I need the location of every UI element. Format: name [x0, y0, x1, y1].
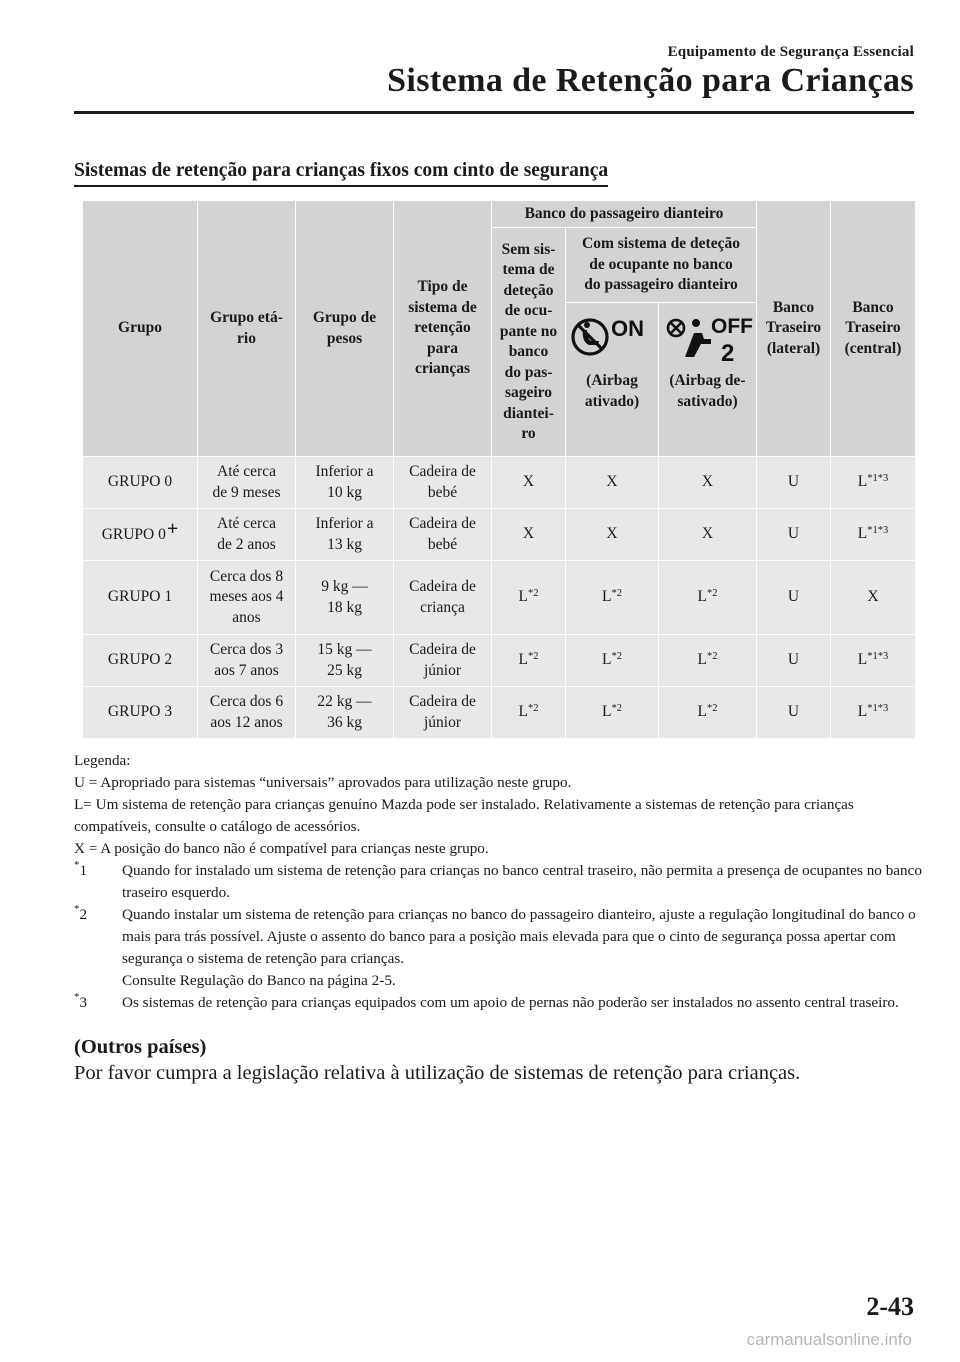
legend-x: X = A posição do banco não é compatível para crianças neste grupo.	[74, 840, 489, 857]
footnote-ref: *2	[706, 651, 718, 663]
cell-on: $L^{*2}$	[566, 635, 659, 687]
other-countries-heading: (Outros países)	[74, 1036, 207, 1058]
cell-peso: Inferior a 13 kg	[296, 509, 394, 561]
table-row	[83, 561, 916, 635]
cell-cen: $L^{*1*3}$	[831, 687, 916, 739]
cell-idade: Cerca dos 6 aos 12 anos	[198, 687, 296, 739]
cell-idade: Cerca dos 8 meses aos 4 anos	[198, 561, 296, 635]
header-traseiro-lateral: Banco Traseiro (lateral)	[757, 201, 831, 457]
cell-on: $L^{*2}$	[566, 687, 659, 739]
table-row	[83, 457, 916, 509]
header-front-passenger: Banco do passageiro dianteiro	[492, 201, 757, 228]
footnote-ref: *2	[706, 588, 718, 600]
cell-lat: U	[757, 561, 831, 635]
cell-off: X	[659, 509, 757, 561]
cell-off: $L^{*2}$	[659, 687, 757, 739]
page-number: 2-43	[866, 1292, 914, 1321]
airbag-on-icon-label: ON	[611, 316, 644, 341]
cell-lat: U	[757, 687, 831, 739]
section-title: Sistemas de retenção para crianças fixos com cinto de segurança	[74, 160, 608, 187]
cell-sem: $L^{*2}$	[492, 635, 566, 687]
footnote-ref: *1*3	[867, 651, 889, 663]
airbag-off-label: (Airbag de- sativado)	[669, 372, 746, 410]
airbag-off-icon-number: 2	[720, 340, 734, 365]
footnote-3: *3 Os sistemas de retenção para crianças equipados com um apoio de pernas não poderão ser instalados no assento central traseiro.	[74, 991, 899, 1011]
airbag-on-icon	[569, 309, 655, 365]
footnote-ref: *1*3	[867, 525, 889, 537]
header-airbag-off	[659, 303, 757, 457]
cell-grupo: GRUPO 1	[83, 561, 198, 635]
cell-on: X	[566, 509, 659, 561]
cell-cen: $L^{*1*3}$	[831, 457, 916, 509]
cell-peso: 22 kg — 36 kg	[296, 687, 394, 739]
legend-title: Legenda:	[74, 752, 131, 769]
legend-l: L= Um sistema de retenção para crianças genuíno Mazda pode ser instalado. Relativamente a sistemas de retenção para crianças compatíveis, consulte o catálogo de acessórios.	[74, 796, 854, 835]
footnote-ref: *2	[527, 651, 539, 663]
cell-sem: X	[492, 509, 566, 561]
cell-idade: Cerca dos 3 aos 7 anos	[198, 635, 296, 687]
header-grupo: Grupo	[83, 201, 198, 457]
footnote-ref: *2	[527, 703, 539, 715]
cell-cen: $L^{*1*3}$	[831, 509, 916, 561]
cell-grupo: GRUPO 2	[83, 635, 198, 687]
footnote-3-text: Os sistemas de retenção para crianças equipados com um apoio de pernas não poderão ser instalados no assento central traseiro.	[122, 994, 899, 1011]
page-title: Sistema de Retenção para Crianças	[387, 62, 914, 99]
legend	[74, 750, 922, 1014]
plus-mark: +	[166, 518, 179, 541]
chapter-label: Equipamento de Segurança Essencial	[667, 44, 914, 60]
cell-grupo: GRUPO 0	[83, 457, 198, 509]
cell-idade: Até cerca de 2 anos	[198, 509, 296, 561]
table-row	[83, 509, 916, 561]
cell-tipo: Cadeira de criança	[394, 561, 492, 635]
cell-tipo: Cadeira de bebé	[394, 509, 492, 561]
header-com-sistema: Com sistema de deteção de ocupante no banco do passageiro dianteiro	[566, 228, 757, 303]
cell-sem: $L^{*2}$	[492, 687, 566, 739]
cell-peso: Inferior a 10 kg	[296, 457, 394, 509]
footnote-ref: *2	[527, 588, 539, 600]
cell-peso: 15 kg — 25 kg	[296, 635, 394, 687]
compatibility-table	[82, 200, 916, 739]
airbag-off-icon	[663, 309, 753, 365]
footnote-ref: *2	[706, 703, 718, 715]
cell-cen: X	[831, 561, 916, 635]
cell-off: $L^{*2}$	[659, 635, 757, 687]
airbag-on-label: (Airbag ativado)	[584, 372, 640, 410]
cell-lat: U	[757, 509, 831, 561]
airbag-off-icon-label: OFF	[710, 315, 753, 338]
footnote-ref: *1*3	[867, 473, 889, 485]
cell-sem: $L^{*2}$	[492, 561, 566, 635]
cell-tipo: Cadeira de júnior	[394, 687, 492, 739]
cell-off: X	[659, 457, 757, 509]
footnote-2: *2 Quando instalar um sistema de retenção para crianças no banco do passageiro dianteiro, ajuste a regulação longitudinal do banco o mais para trás possível. Ajuste o assento do banco para a posição mais elevada para que o cinto de segurança possa apertar com segurança o sistema de retenção para crianças. Consulte Regulação do Banco na página 2-5.	[74, 904, 922, 992]
footnote-ref: *2	[611, 651, 622, 663]
footnote-1-text: Quando for instalado um sistema de retenção para crianças no banco central traseiro, não permita a presença de ocupantes no banco traseiro esquerdo.	[122, 862, 922, 901]
cell-tipo: Cadeira de júnior	[394, 635, 492, 687]
cell-on: X	[566, 457, 659, 509]
cell-idade: Até cerca de 9 meses	[198, 457, 296, 509]
header-airbag-on	[566, 303, 659, 457]
header-sem-sistema: Sem sis- tema de deteção de ocu- pante no banco do pas- sageiro diantei- ro	[492, 228, 566, 457]
header-tipo: Tipo de sistema de retenção para crianças	[394, 201, 492, 457]
cell-peso: 9 kg — 18 kg	[296, 561, 394, 635]
legend-u: U = Apropriado para sistemas “universais” aprovados para utilização neste grupo.	[74, 774, 572, 791]
footnote-ref: *2	[611, 588, 622, 600]
footnote-1: *1 Quando for instalado um sistema de retenção para crianças no banco central traseiro, não permita a presença de ocupantes no banco traseiro esquerdo.	[74, 859, 922, 901]
cell-lat: U	[757, 457, 831, 509]
table-row	[83, 687, 916, 739]
header-grupo-etario: Grupo etá- rio	[198, 201, 296, 457]
cell-cen: $L^{*1*3}$	[831, 635, 916, 687]
header-rule	[74, 111, 914, 114]
footnote-2-reference: Consulte Regulação do Banco na página 2-5.	[122, 972, 396, 989]
header-grupo-pesos: Grupo de pesos	[296, 201, 394, 457]
cell-off: $L^{*2}$	[659, 561, 757, 635]
cell-lat: U	[757, 635, 831, 687]
table-row	[83, 635, 916, 687]
watermark: carmanualsonline.info	[746, 1330, 912, 1349]
footnote-ref: *2	[611, 703, 622, 715]
header-traseiro-central: Banco Traseiro (central)	[831, 201, 916, 457]
cell-tipo: Cadeira de bebé	[394, 457, 492, 509]
cell-on: $L^{*2}$	[566, 561, 659, 635]
footnote-ref: *1*3	[867, 703, 889, 715]
other-countries-text: Por favor cumpra a legislação relativa à utilização de sistemas de retenção para crianças.	[74, 1062, 801, 1084]
cell-sem: X	[492, 457, 566, 509]
footnote-2-text: Quando instalar um sistema de retenção para crianças no banco do passageiro dianteiro, ajuste a regulação longitudinal do banco o mais para trás possível. Ajuste o assento do banco para a posição mais elevada para que o cinto de segurança possa apertar com segurança o sistema de retenção para crianças.	[122, 906, 916, 967]
cell-grupo: GRUPO 0+	[83, 509, 198, 561]
cell-grupo: GRUPO 3	[83, 687, 198, 739]
